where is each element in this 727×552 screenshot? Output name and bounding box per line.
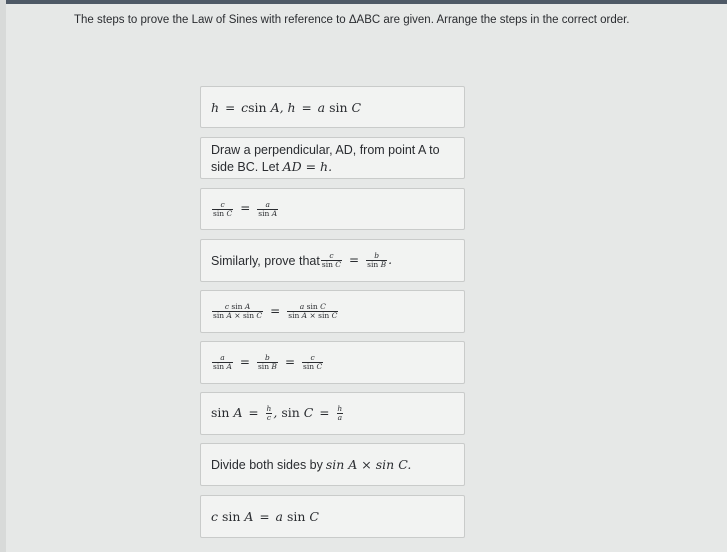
step-math: h = csin A, h = a sin C bbox=[211, 99, 362, 115]
step-card[interactable] bbox=[200, 137, 465, 179]
step-card[interactable] bbox=[200, 86, 465, 128]
step-text-line1: Draw a perpendicular, AD, from point A to bbox=[211, 142, 440, 157]
step-text bbox=[211, 141, 440, 175]
step-math: $\frac{c}{\text{sin C}}$ = $\frac{a}{\text{sin A}}$ bbox=[213, 199, 278, 218]
step-math: $\frac{c}{\text{sin C}}$ = $\frac{b}{\text{sin B}}$ . bbox=[321, 251, 393, 270]
step-math: sin A = $\frac{h}{c}$ , sin C = $\frac{h}{a}$ bbox=[211, 404, 343, 423]
step-card[interactable] bbox=[200, 495, 465, 538]
step-math: sin A × sin C. bbox=[325, 457, 412, 472]
step-card[interactable] bbox=[200, 392, 465, 435]
step-card[interactable] bbox=[200, 290, 465, 333]
instruction-text: The steps to prove the Law of Sines with reference to ΔABC are given. Arrange the steps in the correct order. bbox=[74, 14, 630, 26]
top-bar bbox=[0, 0, 727, 4]
step-card[interactable] bbox=[200, 239, 465, 282]
step-math: AD = h. bbox=[282, 158, 333, 174]
step-math: $\frac{a}{\text{sin A}}$ = $\frac{b}{\text{sin B}}$ = $\frac{c}{\text{sin C}}$ bbox=[213, 353, 323, 371]
step-card[interactable] bbox=[200, 188, 465, 230]
step-math: c sin A = a sin C bbox=[211, 509, 319, 524]
step-text: Divide both sides by bbox=[211, 457, 323, 472]
step-card[interactable] bbox=[200, 443, 465, 486]
step-math: $\frac{\text{c sin A}}{\text{sin A × sin C}}$ = $\frac{\text{a sin C}}{\text{sin A × sin C}}$ bbox=[213, 302, 338, 320]
step-text-line2: side BC. Let bbox=[211, 159, 283, 174]
step-text: Similarly, prove that bbox=[211, 253, 320, 268]
left-edge bbox=[0, 0, 6, 552]
step-card[interactable] bbox=[200, 341, 465, 384]
